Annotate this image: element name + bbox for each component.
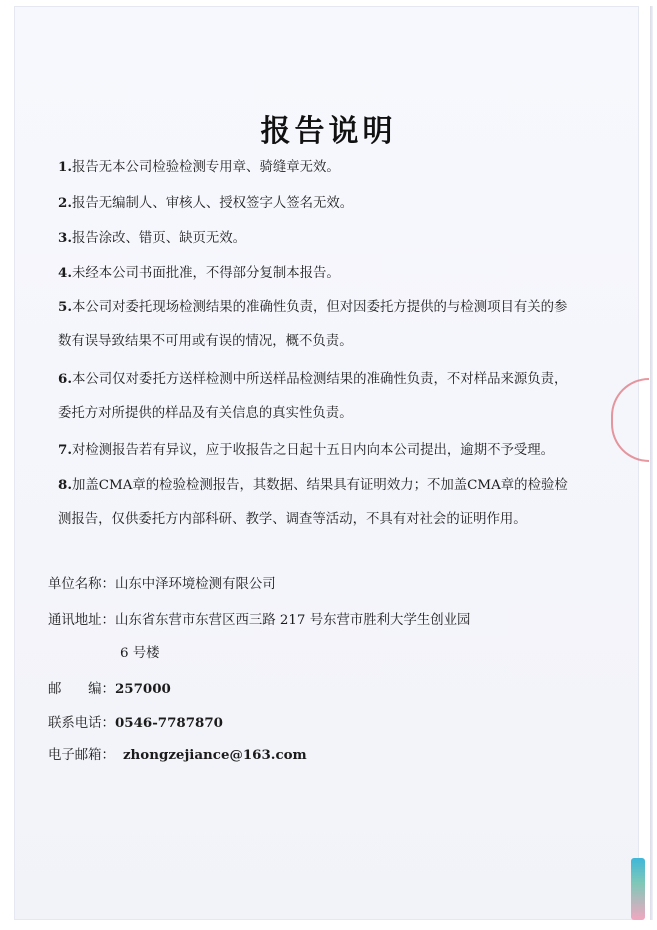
clause-text: 报告无编制人、审核人、授权签字人签名无效。 [71, 196, 354, 211]
clause-number: 1. [58, 159, 72, 175]
postcode-label: 邮 编： [48, 682, 115, 697]
phone-value: 0546-7787870 [114, 715, 224, 731]
clause-text: 对检测报告若有异议，应于收报告之日起十五日内向本公司提出，逾期不予受理。 [71, 443, 555, 458]
clause-number: 5. [58, 299, 72, 315]
email-value: zhongzejiance@163.com [122, 747, 307, 763]
clause-text: 数有误导致结果不可用或有误的情况，概不负责。 [58, 334, 353, 349]
clause-2 [58, 186, 598, 221]
clause-number: 3. [58, 230, 72, 246]
email-row [48, 744, 307, 763]
clause-8 [58, 468, 598, 537]
address-row-2 [120, 642, 160, 661]
clause-text: 加盖CMA章的检验检测报告，其数据、结果具有证明效力；不加盖CMA章的检验检 [71, 478, 568, 493]
company-name-row [48, 573, 276, 592]
phone-label: 联系电话： [48, 716, 115, 731]
clause-text: 报告无本公司检验检测专用章、骑缝章无效。 [71, 160, 340, 175]
address-row [48, 609, 470, 628]
postcode-value: 257000 [114, 681, 171, 697]
clause-number: 6. [58, 371, 72, 387]
clause-text: 测报告，仅供委托方内部科研、教学、调查等活动，不具有对社会的证明作用。 [58, 512, 527, 527]
address-value: 山东省东营市东营区西三路 217 号东营市胜利大学生创业园 [114, 613, 471, 628]
address-label: 通讯地址： [48, 613, 115, 628]
company-name-value: 山东中泽环境检测有限公司 [114, 577, 276, 592]
email-label: 电子邮箱： [48, 748, 115, 763]
clause-6 [58, 362, 598, 431]
postcode-row [48, 678, 171, 697]
clause-text: 委托方对所提供的样品及有关信息的真实性负责。 [58, 406, 353, 421]
address-value-line2: 6 号楼 [120, 646, 160, 661]
clause-text: 未经本公司书面批准，不得部分复制本报告。 [71, 266, 340, 281]
clause-1 [58, 150, 598, 185]
clause-text: 本公司对委托现场检测结果的准确性负责，但对因委托方提供的与检测项目有关的参 [71, 300, 568, 315]
colored-index-tab [631, 858, 645, 920]
clause-number: 7. [58, 442, 72, 458]
clause-text: 报告涂改、错页、缺页无效。 [71, 231, 247, 246]
clause-number: 8. [58, 477, 72, 493]
clause-number: 2. [58, 195, 72, 211]
clause-number: 4. [58, 265, 72, 281]
phone-row [48, 712, 223, 731]
clause-5 [58, 290, 598, 359]
company-name-label: 单位名称： [48, 577, 115, 592]
clause-4 [58, 256, 598, 291]
clause-text: 本公司仅对委托方送样检测中所送样品检测结果的准确性负责，不对样品来源负责， [71, 372, 568, 387]
clause-3 [58, 221, 598, 256]
page-title: 报告说明 [260, 114, 397, 149]
clause-7 [58, 433, 598, 468]
